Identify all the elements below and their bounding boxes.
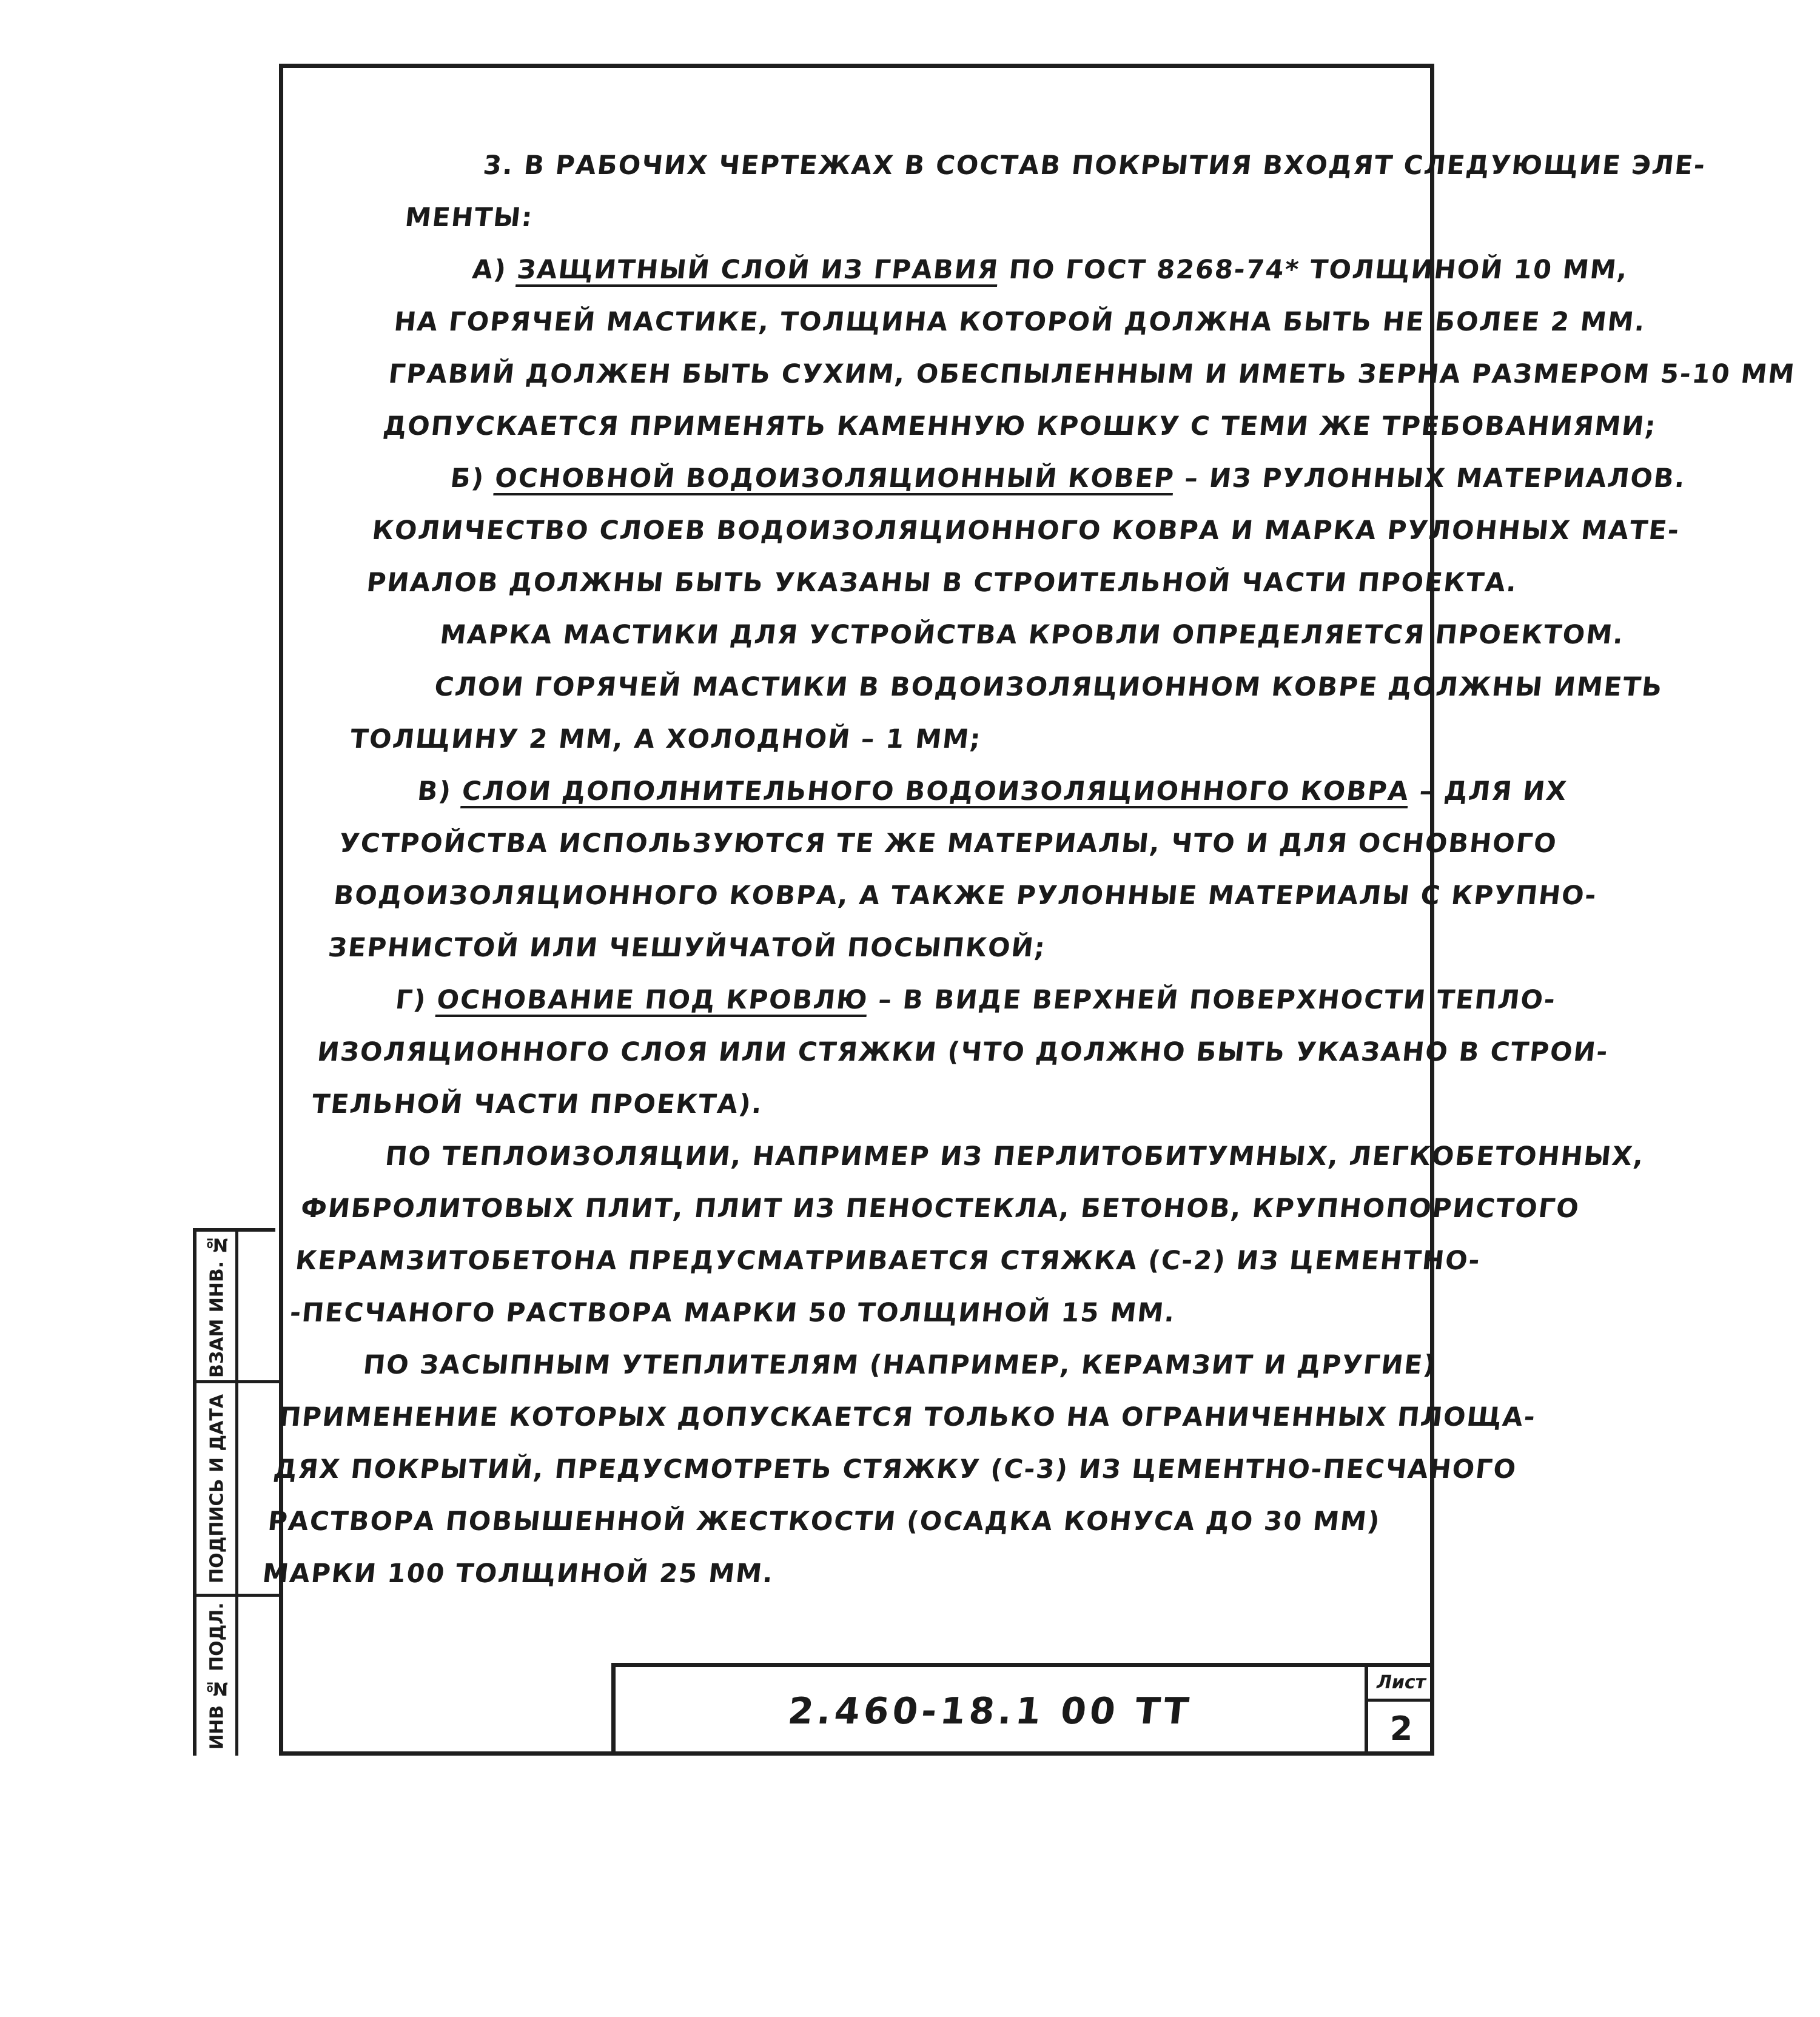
item-v-line-3: ВОДОИЗОЛЯЦИОННОГО КОВРА, А ТАКЖЕ РУЛОННЫЕ МАТЕРИАЛЫ С КРУПНО- [332, 881, 1599, 911]
item-a-line-3: ГРАВИЙ ДОЛЖЕН БЫТЬ СУХИМ, ОБЕСПЫЛЕННЫМ И ИМЕТЬ ЗЕРНА РАЗМЕРОМ 5-10 ММ [387, 359, 1797, 389]
insulation-para-line-2: ФИБРОЛИТОВЫХ ПЛИТ, ПЛИТ ИЗ ПЕНОСТЕКЛА, БЕТОНОВ, КРУПНОПОРИСТОГО [299, 1193, 1582, 1224]
item-g-line-1 [320, 974, 1558, 1026]
insulation-para-line-4: -ПЕСЧАНОГО РАСТВОРА МАРКИ 50 ТОЛЩИНОЙ 15 ММ. [288, 1298, 1178, 1328]
loose-fill-para-line-4: РАСТВОРА ПОВЫШЕННОЙ ЖЕСТКОСТИ (ОСАДКА КОНУСА ДО 30 ММ) [266, 1506, 1382, 1537]
item-v-line-1 [342, 765, 1570, 817]
mastic-layers-line-1: СЛОИ ГОРЯЧЕЙ МАСТИКИ В ВОДОИЗОЛЯЦИОННОМ КОВРЕ ДОЛЖНЫ ИМЕТЬ [433, 672, 1665, 702]
paragraph-3-line-2: МЕНТЫ: [403, 203, 535, 233]
document-code: 2.460-18.1 00 ТТ [785, 1690, 1195, 1733]
item-v-line-2: УСТРОЙСТВА ИСПОЛЬЗУЮТСЯ ТЕ ЖЕ МАТЕРИАЛЫ, ЧТО И ДЛЯ ОСНОВНОГО [337, 828, 1559, 859]
item-g-marker: Г) [394, 985, 439, 1015]
item-b-marker: Б) [449, 463, 497, 494]
insulation-para-line-1: ПО ТЕПЛОИЗОЛЯЦИИ, НАПРИМЕР ИЗ ПЕРЛИТОБИТУМНЫХ, ЛЕГКОБЕТОННЫХ, [383, 1141, 1647, 1172]
item-g-line-2: ИЗОЛЯЦИОННОГО СЛОЯ ИЛИ СТЯЖКИ (ЧТО ДОЛЖНО БЫТЬ УКАЗАНО В СТРОИ- [315, 1037, 1610, 1067]
item-a-marker: А) [471, 255, 519, 285]
item-b-line-1 [375, 452, 1688, 505]
item-v-marker: В) [415, 776, 464, 807]
item-v-line-4: ЗЕРНИСТОЙ ИЛИ ЧЕШУЙЧАТОЙ ПОСЫПКОЙ; [326, 933, 1048, 963]
stamp-divider [235, 1232, 238, 1756]
loose-fill-para-line-5: МАРКИ 100 ТОЛЩИНОЙ 25 ММ. [261, 1559, 776, 1589]
sheet-label: Лист [1368, 1667, 1434, 1702]
sheet-number: 2 [1389, 1710, 1413, 1748]
item-a-line-4: ДОПУСКАЕТСЯ ПРИМЕНЯТЬ КАМЕННУЮ КРОШКУ С ТЕМИ ЖЕ ТРЕБОВАНИЯМИ; [381, 411, 1659, 441]
side-stamp [193, 1228, 275, 1756]
insulation-para-line-3: КЕРАМЗИТОБЕТОНА ПРЕДУСМАТРИВАЕТСЯ СТЯЖКА (С-2) ИЗ ЦЕМЕНТНО- [294, 1246, 1483, 1276]
item-v-rest: – ДЛЯ ИХ [1408, 776, 1570, 807]
loose-fill-para-line-3: ДЯХ ПОКРЫТИЙ, ПРЕДУСМОТРЕТЬ СТЯЖКУ (С-3) ИЗ ЦЕМЕНТНО-ПЕСЧАНОГО [272, 1454, 1519, 1485]
title-block [611, 1663, 1434, 1756]
item-g-rest: – В ВИДЕ ВЕРХНЕЙ ПОВЕРХНОСТИ ТЕПЛО- [866, 985, 1558, 1015]
item-g-line-3: ТЕЛЬНОЙ ЧАСТИ ПРОЕКТА). [310, 1089, 765, 1119]
item-b-line-3: РИАЛОВ ДОЛЖНЫ БЫТЬ УКАЗАНЫ В СТРОИТЕЛЬНОЙ ЧАСТИ ПРОЕКТА. [365, 568, 1519, 598]
loose-fill-para-line-2: ПРИМЕНЕНИЕ КОТОРЫХ ДОПУСКАЕТСЯ ТОЛЬКО НА ОГРАНИЧЕННЫХ ПЛОЩА- [277, 1402, 1538, 1432]
item-a-line-1 [397, 244, 1630, 296]
stamp-podpis-data: ПОДПИСЬ И ДАТА [206, 1394, 228, 1583]
sheet-cell [1365, 1667, 1434, 1756]
item-a-heading: ЗАЩИТНЫЙ СЛОЙ ИЗ ГРАВИЯ [515, 255, 1001, 285]
mastic-grade-line: МАРКА МАСТИКИ ДЛЯ УСТРОЙСТВА КРОВЛИ ОПРЕДЕЛЯЕТСЯ ПРОЕКТОМ. [438, 620, 1626, 650]
loose-fill-para-line-1: ПО ЗАСЫПНЫМ УТЕПЛИТЕЛЯМ (НАПРИМЕР, КЕРАМЗИТ И ДРУГИЕ) [361, 1350, 1439, 1380]
item-b-heading: ОСНОВНОЙ ВОДОИЗОЛЯЦИОННЫЙ КОВЕР [493, 463, 1177, 494]
item-v-heading: СЛОИ ДОПОЛНИТЕЛЬНОГО ВОДОИЗОЛЯЦИОННОГО КОВРА [460, 776, 1411, 807]
item-g-heading: ОСНОВАНИЕ ПОД КРОВЛЮ [435, 985, 870, 1015]
paragraph-3-line-1: 3. В РАБОЧИХ ЧЕРТЕЖАХ В СОСТАВ ПОКРЫТИЯ ВХОДЯТ СЛЕДУЮЩИЕ ЭЛЕ- [482, 150, 1708, 181]
item-a-rest: ПО ГОСТ 8268-74* ТОЛЩИНОЙ 10 ММ, [997, 255, 1630, 285]
item-b-rest: – ИЗ РУЛОННЫХ МАТЕРИАЛОВ. [1172, 463, 1688, 494]
stamp-vzam-inv: ВЗАМ ИНВ. № [206, 1233, 228, 1378]
document-body [260, 139, 1797, 1600]
stamp-inv-podl: ИНВ № ПОДЛ. [206, 1602, 228, 1750]
item-b-line-2: КОЛИЧЕСТВО СЛОЕВ ВОДОИЗОЛЯЦИОННОГО КОВРА И МАРКА РУЛОННЫХ МАТЕ- [371, 515, 1682, 546]
item-a-line-2: НА ГОРЯЧЕЙ МАСТИКЕ, ТОЛЩИНА КОТОРОЙ ДОЛЖНА БЫТЬ НЕ БОЛЕЕ 2 ММ. [392, 307, 1648, 337]
mastic-layers-line-2: ТОЛЩИНУ 2 ММ, А ХОЛОДНОЙ – 1 ММ; [348, 724, 983, 754]
